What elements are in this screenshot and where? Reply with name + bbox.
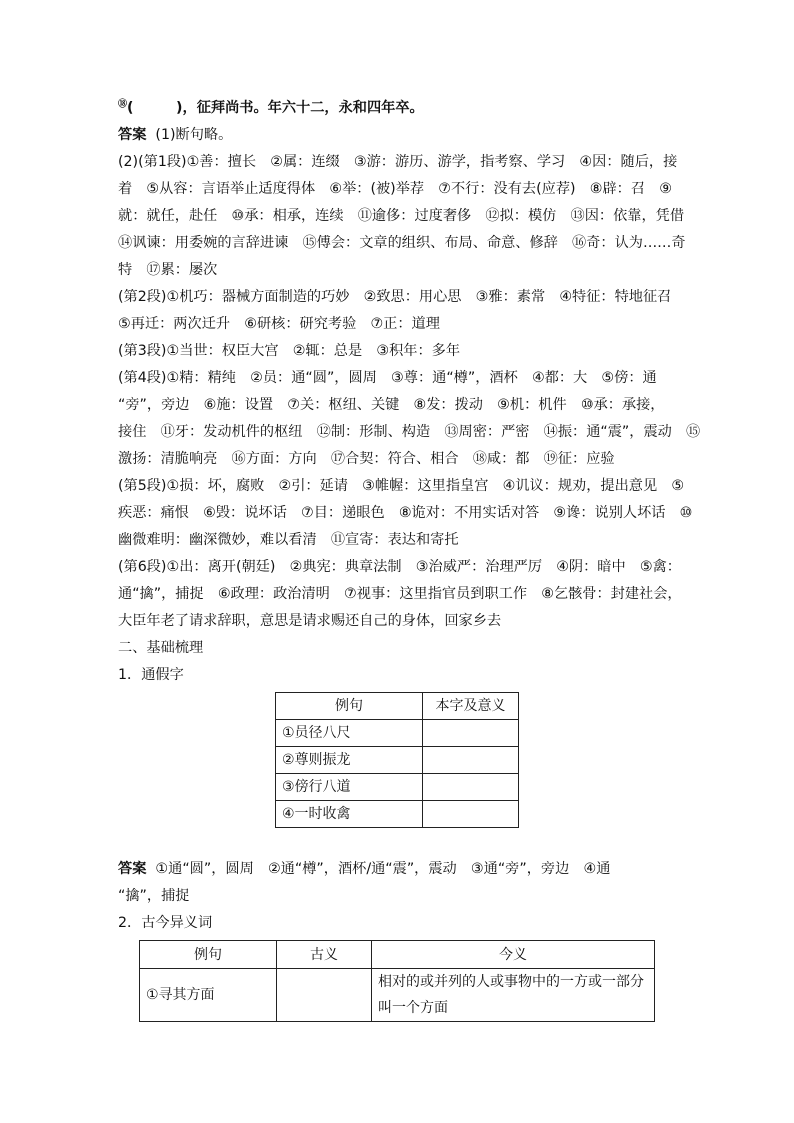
answer-line-1 — [118, 125, 678, 145]
table-cell: ①寻其方面 — [140, 969, 277, 1022]
answer-line-2 — [118, 859, 678, 879]
table-header-row — [140, 941, 655, 969]
footnote-marker: ⑱ — [118, 99, 128, 110]
table-cell: ④一时收禽 — [276, 801, 423, 828]
table-row — [276, 720, 519, 747]
table-cell — [277, 969, 372, 1022]
text-line-17: 幽微难明：幽深微妙，难以看清 ⑪宣寄：表达和寄托 — [118, 532, 459, 548]
table-row — [140, 969, 655, 1022]
text-line-18: (第6段)①出：离开(朝廷) ②典宪：典章法制 ③治威严：治理严厉 ④阴：暗中 ⑤禽： — [118, 559, 681, 575]
text-line-14: 激扬：清脆响亮 ⑯方面：方向 ⑰合契：符合、相合 ⑱咸：都 ⑲征：应验 — [118, 451, 615, 467]
text-line-11: (第4段)①精：精纯 ②员：通“圆”，圆周 ③尊：通“樽”，酒杯 ④都：大 ⑤傍：通 — [118, 370, 657, 386]
table-row — [276, 747, 519, 774]
table-header-cell: 本字及意义 — [423, 693, 519, 720]
text-line-5: 就：就任，赴任 ⑩承：相承，连续 ⑪逾侈：过度奢侈 ⑫拟：模仿 ⑬因：依靠，凭借 — [118, 208, 685, 224]
text-line-6: ⑭讽谏：用委婉的言辞进谏 ⑮傅会：文章的组织、布局、命意、修辞 ⑯奇：认为……奇 — [118, 235, 686, 251]
table-cell: 相对的或并列的人或事物中的一方或一部分叫一个方面 — [372, 969, 655, 1022]
answer-text: (1)断句略。 — [155, 127, 233, 143]
table-cell: ③傍行八道 — [276, 774, 423, 801]
table-cell — [423, 747, 519, 774]
tongjiazi-table — [275, 692, 519, 828]
table-header-row — [276, 693, 519, 720]
answer-label: 答案 — [118, 861, 147, 877]
table-cell — [423, 801, 519, 828]
table-header-cell: 例句 — [140, 941, 277, 969]
text-line-9: ⑤再迁：两次迁升 ⑥研核：研究考验 ⑦正：道理 — [118, 316, 440, 332]
subsection-heading-tongjiazi: 1．通假字 — [118, 667, 184, 683]
text-line-13: 接住 ⑪牙：发动机件的枢纽 ⑫制：形制、构造 ⑬周密：严密 ⑭振：通“震”，震动 ⑮ — [118, 424, 701, 440]
table-cell — [423, 720, 519, 747]
table-row — [276, 774, 519, 801]
text-line-1 — [118, 98, 678, 118]
line-1-text: ( )，征拜尚书。年六十二，永和四年卒。 — [127, 100, 424, 116]
text-line-15: (第5段)①损：坏，腐败 ②引：延请 ③帷幄：这里指皇宫 ④讥议：规劝，提出意见 ⑤ — [118, 478, 685, 494]
text-line-16: 疾恶：痛恨 ⑥毁：说坏话 ⑦目：递眼色 ⑧诡对：不用实话对答 ⑨谗：说别人坏话 ⑩ — [118, 505, 693, 521]
answer-label: 答案 — [118, 127, 147, 143]
table-cell: ②尊则振龙 — [276, 747, 423, 774]
answer-text: ①通“圆”，圆周 ②通“樽”，酒杯/通“震”，震动 ③通“旁”，旁边 ④通 — [155, 861, 611, 877]
table-header-cell: 今义 — [372, 941, 655, 969]
gujin-table — [139, 940, 655, 1022]
table-header-cell: 例句 — [276, 693, 423, 720]
text-line-4: 着 ⑤从容：言语举止适度得体 ⑥举：(被)举荐 ⑦不行：没有去(应荐) ⑧辟：召 ⑨ — [118, 181, 672, 197]
section-heading-basics: 二、基础梳理 — [118, 640, 204, 656]
subsection-heading-gujin: 2．古今异义词 — [118, 915, 213, 931]
text-line-3: (2)(第1段)①善：擅长 ②属：连缀 ③游：游历、游学，指考察、学习 ④因：随后，接 — [118, 154, 678, 170]
table-cell — [423, 774, 519, 801]
text-line-7: 特 ⑰累：屡次 — [118, 262, 218, 278]
text-line-10: (第3段)①当世：权臣大宫 ②辄：总是 ③积年：多年 — [118, 343, 461, 359]
text-line-20: 大臣年老了请求辞职，意思是请求赐还自己的身体，回家乡去 — [118, 613, 502, 629]
table-row — [276, 801, 519, 828]
text-line-19: 通“擒”，捕捉 ⑥政理：政治清明 ⑦视事：这里指官员到职工作 ⑧乞骸骨：封建社会， — [118, 586, 682, 602]
table-cell: ①员径八尺 — [276, 720, 423, 747]
text-line-12: “旁”，旁边 ⑥施：设置 ⑦关：枢纽、关键 ⑧发：拨动 ⑨机：机件 ⑩承：承接， — [118, 397, 665, 413]
text-line-8: (第2段)①机巧：器械方面制造的巧妙 ②致思：用心思 ③雅：素常 ④特征：特地征召 — [118, 289, 672, 305]
answer-line-2-cont: “擒”，捕捉 — [118, 888, 190, 904]
table-header-cell: 古义 — [277, 941, 372, 969]
